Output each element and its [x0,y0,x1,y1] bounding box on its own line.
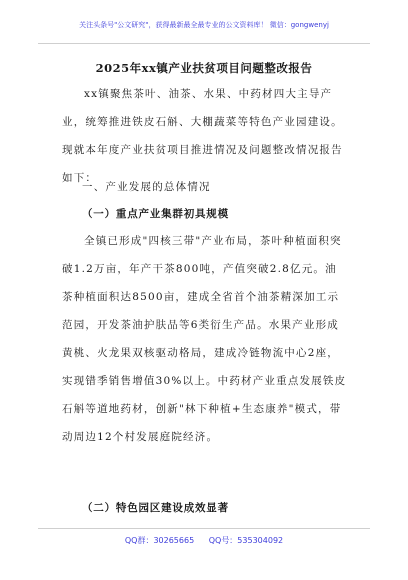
intro-paragraph: xx镇聚焦茶叶、油茶、水果、中药材四大主导产业，统筹推进铁皮石斛、大棚蔬菜等特色产业园建设。现就本年度产业扶贫项目推进情况及问题整改情况报告如下： [62,88,343,184]
subsection-heading-1: （一）重点产业集群初具规模 [82,208,229,220]
footer-qq-number: QQ号：535304092 [208,536,284,545]
footer-divider [38,528,370,529]
header-divider [38,43,370,44]
section-heading-1: 一、产业发展的总体情况 [82,181,211,193]
document-title: 2025年xx镇产业扶贫项目问题整改报告 [95,61,313,75]
subsection-heading-2: （二）特色园区建设成效显著 [82,502,229,514]
subsection-1-paragraph: 全镇已形成"四核三带"产业布局，茶叶种植面积突破1.2万亩，年产干茶800吨，产值突破2.8亿元。油茶种植面积达8500亩，建成全省首个油茶精深加工示范园，开发茶油护肤品等6类衍生产品。水果产业形成黄桃、火龙果双核驱动格局，建成冷链物流中心2座，实现错季销售增值30%以上。中药材产业重点发展铁皮石斛等道地药材，创新"林下种植+生态康养"模式，带动周边12个村发展庭院经济。 [62,235,347,443]
footer [0,535,408,546]
header-notice: 关注头条号"公文研究"，获得最新最全最专业的公文资料库！ 微信：gongwenyj [79,21,329,29]
footer-qq-group: QQ群：30265665 [124,536,195,545]
